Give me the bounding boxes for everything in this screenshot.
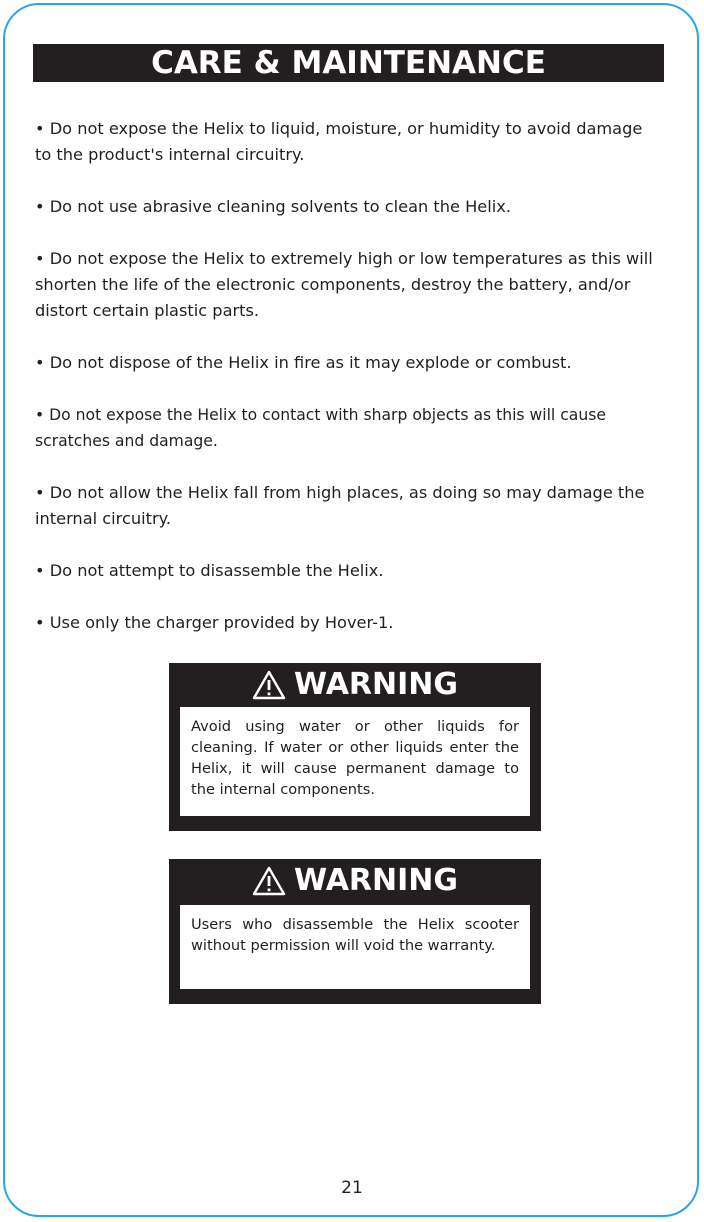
- warning-title: WARNING: [293, 667, 459, 702]
- warning-text: Users who disassemble the Helix scooter without permission will void the warranty.: [180, 905, 530, 989]
- bullet-item: • Do not expose the Helix to contact with sharp objects as this will cause scratches and damage.: [35, 406, 606, 450]
- warning-box-liquids: [169, 663, 541, 831]
- bullet-item: • Do not expose the Helix to extremely high or low temperatures as this will shorten the life of the electronic components, destroy the battery, and/or distort certain plastic parts.: [35, 249, 653, 320]
- bullet-item: • Do not attempt to disassemble the Helix.: [35, 561, 384, 580]
- page-number: 21: [341, 1178, 363, 1198]
- warning-triangle-icon: [252, 866, 286, 896]
- bullet-item: • Do not use abrasive cleaning solvents to clean the Helix.: [35, 197, 511, 216]
- warning-box-disassembly: [169, 859, 541, 1004]
- warning-triangle-icon: [252, 670, 286, 700]
- page-title: CARE & MAINTENANCE: [151, 45, 546, 81]
- care-bullet-list: [35, 116, 660, 662]
- bullet-item: • Use only the charger provided by Hover-1.: [35, 613, 394, 632]
- title-bar: [33, 44, 664, 82]
- bullet-item: • Do not allow the Helix fall from high places, as doing so may damage the internal circuitry.: [35, 483, 645, 528]
- bullet-item: • Do not dispose of the Helix in fire as it may explode or combust.: [35, 353, 572, 372]
- warning-header: [169, 663, 541, 707]
- warning-title: WARNING: [293, 863, 459, 898]
- warning-header: [169, 859, 541, 903]
- warning-text: Avoid using water or other liquids for cleaning. If water or other liquids enter the Helix, it will cause permanent damage to the internal components.: [180, 707, 530, 816]
- bullet-item: • Do not expose the Helix to liquid, moisture, or humidity to avoid damage to the product's internal circuitry.: [35, 119, 643, 164]
